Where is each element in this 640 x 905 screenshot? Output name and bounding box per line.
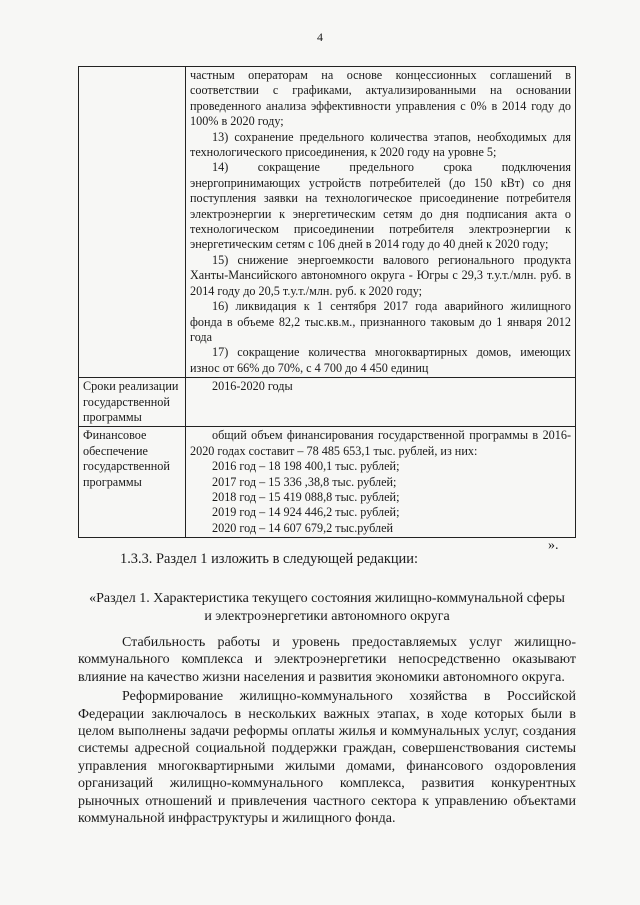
indicator-paragraph: частным операторам на основе концессионных соглашений в соответствии с графиками, актуализированными на основании проведенного анализа эффективности управления с 0% в 2014 году до 100% в 2020 году; [190, 68, 571, 129]
financing-intro: общий объем финансирования государственной программы в 2016-2020 годах составит – 78 485 653,1 тыс. рублей, из них: [190, 428, 571, 458]
indicators-label-cell [79, 67, 186, 378]
financing-year-line: 2019 год – 14 924 446,2 тыс. рублей; [212, 505, 400, 520]
body-paragraph: Стабильность работы и уровень предоставляемых услуг жилищно-коммунального комплекса и электроэнергетики непосредственно оказывают влияние на качество жизни населения и развития экономики автономного округа. [78, 635, 576, 685]
timeframe-label: Сроки реализации государственной программы [79, 378, 186, 427]
financing-value-cell [186, 427, 576, 538]
indicators-value-cell [186, 67, 576, 378]
financing-label: Финансовое обеспечение государственной программы [79, 427, 186, 538]
table-row-financing [79, 427, 576, 538]
closing-quote: ». [548, 538, 559, 553]
amendment-instruction: 1.3.3. Раздел 1 изложить в следующей редакции: [120, 551, 418, 567]
body-paragraph: Реформирование жилищно-коммунального хозяйства в Российской Федерации заключалось в нескольких важных этапах, в ходе которых были в целом выполнены задачи реформы оплаты жилья и коммунальных услуг, создания системы адресной социальной поддержки граждан, совершенствования системы управления многоквартирными жилыми домами, финансового оздоровления организаций жилищно-коммунального комплекса, развития конкурентных рыночных отношений и привлечения частного сектора к управлению объектами коммунальной инфраструктуры и жилищного фонда. [78, 689, 576, 827]
indicator-paragraph: 17) сокращение количества многоквартирных домов, имеющих износ от 66% до 70%, с 4 700 до 4 450 единиц [190, 345, 571, 375]
table-row-indicators [79, 67, 576, 378]
table-row-timeframe [79, 378, 576, 427]
section-heading-line: и электроэнергетики автономного округа [204, 609, 450, 624]
financing-year-line: 2016 год – 18 198 400,1 тыс. рублей; [212, 459, 400, 474]
indicator-paragraph: 15) снижение энергоемкости валового регионального продукта Ханты-Мансийского автономного округа - Югры с 29,3 т.у.т./млн. руб. в 2014 году до 20,5 т.у.т./млн. руб. к 2020 году; [190, 252, 571, 298]
section-body [78, 634, 576, 827]
section-heading-line: «Раздел 1. Характеристика текущего состояния жилищно-коммунальной сферы [89, 591, 565, 606]
financing-year-line: 2018 год – 15 419 088,8 тыс. рублей; [212, 489, 400, 504]
timeframe-value: 2016-2020 годы [212, 379, 293, 394]
indicator-paragraph: 13) сохранение предельного количества этапов, необходимых для технологического присоединения, к 2020 году на уровне 5; [190, 129, 571, 160]
program-passport-table [78, 66, 576, 538]
timeframe-value-cell [186, 378, 576, 427]
financing-year-line: 2020 год – 14 607 679,2 тыс.рублей [212, 520, 394, 535]
indicator-paragraph: 16) ликвидация к 1 сентября 2017 года аварийного жилищного фонда в объеме 82,2 тыс.кв.м., признанного таковым до 1 января 2012 года [190, 299, 571, 344]
indicator-paragraph: 14) сокращение предельного срока подключения энергопринимающих устройств потребителей (до 150 кВт) со дня поступления заявки на технологическое присоединение потребителя электроэнергии к энергетическим сетям до дня подписания акта о технологическом присоединении потребителя электроэнергии к энергетическим сетям с 106 дней в 2014 году до 40 дней к 2020 году; [190, 160, 571, 252]
section-heading [78, 590, 576, 626]
financing-year-line: 2017 год – 15 336 ,38,8 тыс. рублей; [212, 474, 397, 489]
page-number: 4 [317, 30, 323, 44]
